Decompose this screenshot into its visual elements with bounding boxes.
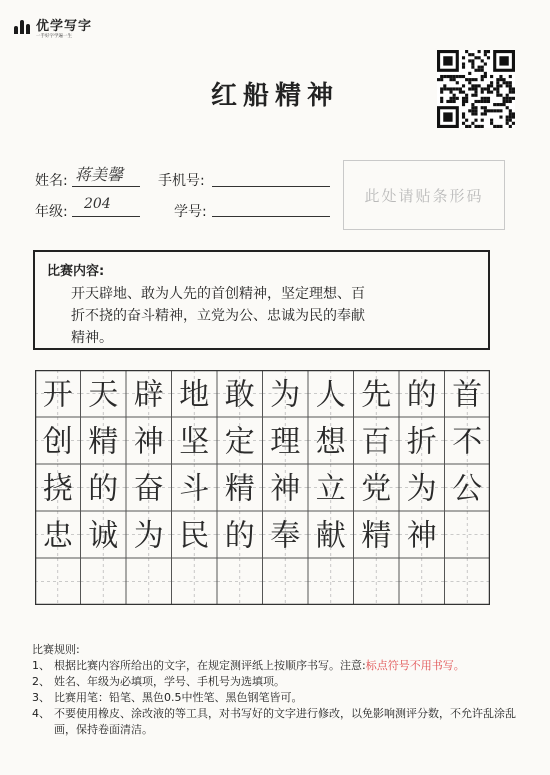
contest-content-line: 精神。 (71, 330, 113, 346)
handwritten-char: 理 (270, 424, 301, 460)
logo-name: 优学写字 (36, 19, 93, 34)
handwritten-char: 精 (88, 424, 119, 460)
grid-cell[interactable] (217, 417, 263, 464)
grid-cell[interactable] (445, 370, 491, 417)
handwritten-char: 忠 (42, 518, 73, 554)
grade-value[interactable]: 204 (84, 196, 111, 212)
grid-cell[interactable] (126, 370, 172, 417)
grid-cell[interactable] (81, 370, 127, 417)
contest-content-box (33, 250, 490, 350)
grid-cell[interactable] (81, 558, 127, 605)
grid-cell[interactable] (35, 417, 81, 464)
rule-text: 不要使用橡皮、涂改液的等工具，对书写好的文字进行修改，以免影响测评分数，不允许乱涂乱画，保持卷面清洁。 (54, 707, 516, 736)
handwritten-char: 的 (224, 518, 255, 554)
grid-cell[interactable] (308, 417, 354, 464)
name-underline (72, 186, 140, 187)
grid-cell[interactable] (172, 370, 218, 417)
grid-cell[interactable] (445, 511, 491, 558)
rule-number: 1、 (32, 659, 50, 672)
handwritten-char: 党 (361, 471, 392, 507)
rule-item (32, 706, 532, 738)
handwritten-char: 百 (361, 424, 392, 460)
handwritten-char: 创 (42, 424, 73, 460)
rule-number: 3、 (32, 691, 50, 704)
handwritten-char: 的 (406, 377, 437, 413)
handwritten-char: 折 (406, 424, 437, 460)
handwritten-char: 献 (315, 518, 346, 554)
grid-cell[interactable] (126, 558, 172, 605)
barcode-placeholder: 此处请贴条形码 (364, 186, 484, 205)
grid-cell[interactable] (354, 417, 400, 464)
grid-cell[interactable] (445, 464, 491, 511)
grid-cell[interactable] (399, 370, 445, 417)
handwritten-char: 为 (270, 377, 301, 413)
rule-item (32, 674, 532, 690)
grid-cell[interactable] (445, 558, 491, 605)
grid-cell[interactable] (126, 464, 172, 511)
grid-cell[interactable] (217, 511, 263, 558)
contest-content-heading: 比赛内容: (47, 264, 105, 279)
grid-cell[interactable] (126, 511, 172, 558)
handwritten-char: 坚 (179, 424, 210, 460)
rule-item (32, 658, 532, 674)
rules-heading: 比赛规则: (32, 643, 80, 656)
grid-cell[interactable] (81, 417, 127, 464)
handwritten-char: 的 (88, 471, 119, 507)
grid-cell[interactable] (399, 417, 445, 464)
handwritten-char: 斗 (179, 471, 210, 507)
grid-cell[interactable] (172, 464, 218, 511)
student-id-field[interactable] (212, 216, 330, 217)
handwritten-char: 定 (224, 424, 255, 460)
name-label: 姓名: (35, 173, 68, 189)
grid-cell[interactable] (399, 511, 445, 558)
rule-text: 姓名、年级为必填项，学号、手机号为选填项。 (54, 675, 285, 688)
handwritten-char: 辟 (133, 377, 164, 413)
barcode-box (343, 160, 505, 230)
handwritten-char: 人 (315, 377, 346, 413)
handwritten-char: 不 (452, 424, 483, 460)
grid-cell[interactable] (354, 464, 400, 511)
rule-text: 根据比赛内容所给出的文字，在规定测评纸上按顺序书写。注意: (54, 659, 366, 672)
handwritten-char: 精 (361, 518, 392, 554)
grid-cell[interactable] (308, 464, 354, 511)
grid-cell[interactable] (172, 558, 218, 605)
grid-cell[interactable] (308, 370, 354, 417)
handwritten-char: 立 (315, 471, 346, 507)
name-value[interactable]: 蒋美馨 (75, 165, 124, 184)
practice-grid[interactable] (35, 370, 490, 605)
grid-cell[interactable] (217, 558, 263, 605)
rule-highlight: 标点符号不用书写。 (365, 659, 465, 672)
logo-mark (14, 20, 32, 34)
grade-label: 年级: (35, 204, 68, 220)
grid-cell[interactable] (35, 511, 81, 558)
handwritten-char: 神 (133, 424, 164, 460)
grid-cell[interactable] (263, 370, 309, 417)
grid-cell[interactable] (263, 511, 309, 558)
handwritten-char: 首 (452, 377, 483, 413)
grade-underline (72, 216, 140, 217)
grid-cell[interactable] (217, 370, 263, 417)
handwritten-char: 为 (133, 518, 164, 554)
handwritten-char: 开 (42, 377, 73, 413)
rules-section (32, 642, 532, 738)
grid-cell[interactable] (81, 464, 127, 511)
handwritten-char: 民 (179, 518, 210, 554)
handwritten-char: 敢 (224, 377, 255, 413)
qr-code (437, 50, 515, 128)
logo-slogan: 一手好字学遍一生 (36, 34, 72, 39)
handwritten-char: 神 (270, 471, 301, 507)
handwritten-char: 奋 (133, 471, 164, 507)
grid-cell[interactable] (35, 558, 81, 605)
grid-cell[interactable] (172, 417, 218, 464)
rule-text: 比赛用笔：铅笔、黑色0.5中性笔、黑色钢笔皆可。 (54, 691, 303, 704)
handwritten-char: 奉 (270, 518, 301, 554)
grid-cell[interactable] (399, 464, 445, 511)
logo (14, 20, 92, 40)
contest-content-line: 折不挠的奋斗精神，立党为公、忠诚为民的奉献 (71, 308, 365, 324)
grid-cell[interactable] (308, 511, 354, 558)
grid-cell[interactable] (35, 370, 81, 417)
phone-label: 手机号: (158, 173, 205, 189)
rule-item (32, 690, 532, 706)
grid-cell[interactable] (263, 417, 309, 464)
rule-number: 4、 (32, 707, 50, 720)
phone-field[interactable] (212, 186, 330, 187)
handwritten-char: 先 (361, 377, 392, 413)
grid-cell[interactable] (308, 558, 354, 605)
grid-cell[interactable] (263, 464, 309, 511)
rule-number: 2、 (32, 675, 50, 688)
grid-cell[interactable] (81, 511, 127, 558)
handwritten-char: 精 (224, 471, 255, 507)
handwritten-char: 诚 (88, 518, 119, 554)
grid-cell[interactable] (217, 464, 263, 511)
grid-cell[interactable] (445, 417, 491, 464)
handwritten-char: 地 (179, 377, 210, 413)
handwritten-char: 公 (452, 471, 483, 507)
handwritten-char: 为 (406, 471, 437, 507)
contest-content-text (47, 283, 476, 349)
page-title: 红船精神 (210, 81, 339, 111)
student-id-label: 学号: (174, 204, 207, 220)
grid-cell[interactable] (263, 558, 309, 605)
handwritten-char: 天 (88, 377, 119, 413)
grid-cell[interactable] (354, 370, 400, 417)
handwritten-char: 挠 (42, 471, 73, 507)
contest-content-line: 开天辟地、敢为人先的首创精神，坚定理想、百 (71, 286, 365, 302)
grid-cell[interactable] (172, 511, 218, 558)
grid-cell[interactable] (354, 511, 400, 558)
grid-cell[interactable] (399, 558, 445, 605)
handwritten-char: 神 (406, 518, 437, 554)
grid-cell[interactable] (354, 558, 400, 605)
grid-cell[interactable] (126, 417, 172, 464)
grid-cell[interactable] (35, 464, 81, 511)
handwritten-char: 想 (315, 424, 346, 460)
